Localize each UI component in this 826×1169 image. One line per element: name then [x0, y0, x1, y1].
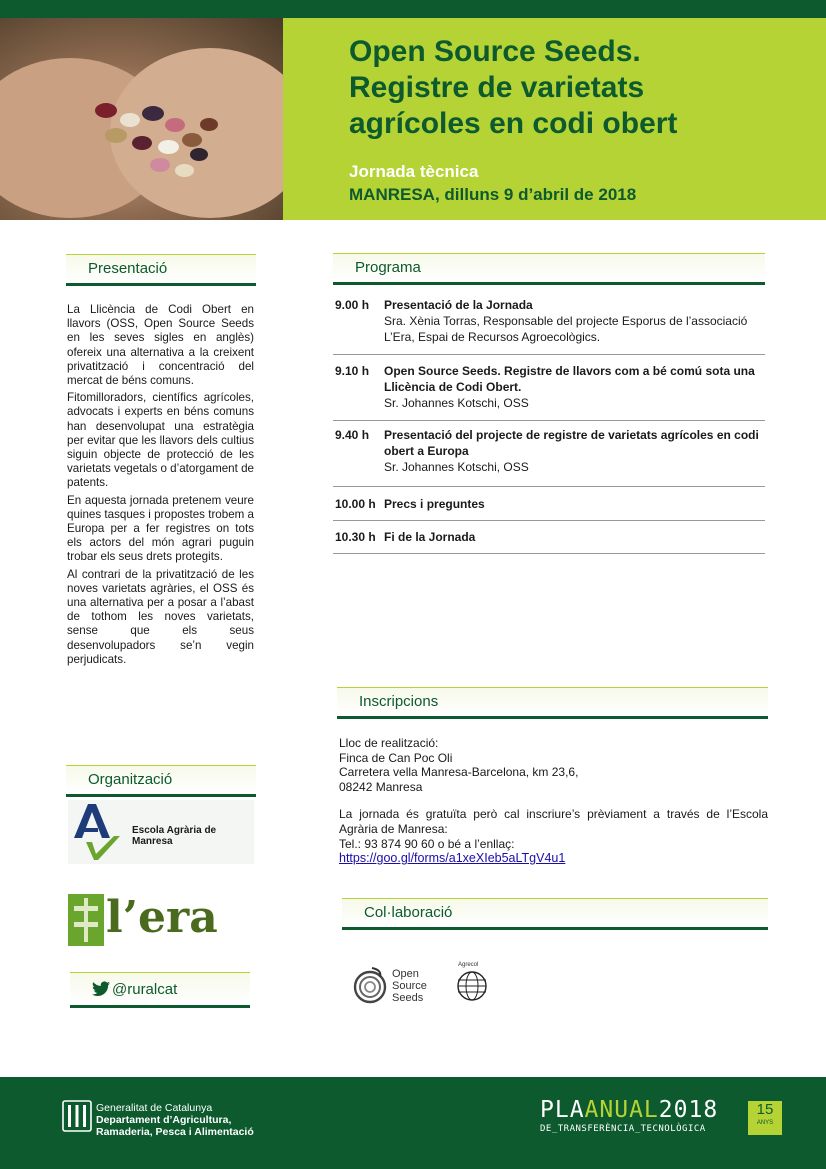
programa-speaker: Sra. Xènia Torras, Responsable del projecte Esporus de l’associació L’Era, Espai de Recursos Agroecològics.	[384, 314, 748, 344]
title-line: Registre de varietats	[349, 71, 645, 104]
open-source-seeds-logo	[352, 962, 442, 1008]
inscripcions-heading	[337, 687, 768, 719]
agrecol-globe-icon	[455, 969, 489, 1007]
generalitat-line: Generalitat de Catalunya	[96, 1102, 213, 1114]
location-label: Lloc de realització:	[339, 736, 439, 750]
lera-wheat-mark-icon	[68, 894, 104, 946]
programa-title: Open Source Seeds. Registre de llavors com a bé comú sota una Llicència de Codi Obert.	[384, 364, 755, 394]
programa-title: Presentació del projecte de registre de varietats agrícoles en codi obert a Europa	[384, 428, 759, 458]
title-line: agrícoles en codi obert	[349, 107, 678, 140]
pla-word: PLA	[540, 1097, 585, 1123]
hero-photo-seeds-in-hands	[0, 18, 283, 220]
oss-wordmark-line: Seeds	[392, 992, 424, 1004]
bean	[190, 148, 208, 161]
collaboracio-heading-label: Col·laboració	[364, 904, 453, 921]
bean	[105, 128, 127, 143]
generalitat-text	[96, 1102, 254, 1138]
page-title	[349, 34, 809, 142]
registration-phone: Tel.: 93 874 90 60 o bé a l’enllaç:	[339, 836, 515, 851]
bean	[175, 164, 194, 177]
programa-heading-label: Programa	[355, 259, 421, 276]
twitter-bird-icon	[92, 981, 110, 997]
programa-row	[333, 529, 765, 554]
programa-row	[333, 496, 765, 521]
badge-label: ANYS	[756, 1120, 774, 1126]
pla-year: 2018	[658, 1097, 719, 1123]
event-type: Jornada tècnica	[349, 162, 479, 181]
inscripcions-text	[339, 736, 768, 866]
presentacio-heading	[66, 254, 256, 286]
twitter-box[interactable]	[70, 972, 250, 1008]
programa-time: 9.40 h	[335, 428, 370, 442]
lera-wordmark: l’era	[106, 892, 218, 943]
programa-time: 9.00 h	[335, 298, 370, 312]
location-line: Carretera vella Manresa-Barcelona, km 23,6,	[339, 765, 579, 780]
pla-anual-logo	[540, 1097, 718, 1135]
location-line: 08242 Manresa	[339, 779, 423, 794]
top-strip	[0, 0, 826, 18]
agrecol-logo	[455, 962, 491, 1008]
presentacio-heading-label: Presentació	[88, 260, 168, 277]
presentacio-paragraph: En aquesta jornada pretenem veure quines tasques i propostes trobem a Europa per a fer registres on tots els actors del món agrari puguin trobar els seus drets protegits.	[67, 493, 254, 564]
escola-agraria-mark-icon	[68, 800, 128, 864]
presentacio-paragraph: La Llicència de Codi Obert en llavors (OSS, Open Source Seeds en les seves sigles en anglès) ofereix una alternativa a la creixent privatització i concentració del mercat de béns comuns.	[67, 303, 254, 388]
event-date: MANRESA, dilluns 9 d’abril de 2018	[349, 185, 637, 204]
programa-heading	[333, 253, 765, 285]
oss-wordmark-line: Open	[392, 968, 419, 980]
bean	[165, 118, 185, 132]
programa-speaker: Sr. Johannes Kotschi, OSS	[384, 396, 529, 410]
organitzacio-heading-label: Organització	[88, 771, 173, 788]
badge-number: 15	[756, 1101, 774, 1118]
programa-title: Precs i preguntes	[384, 497, 485, 511]
presentacio-paragraph: Fitomilloradors, científics agrícoles, advocats i experts en béns comuns han desenvolupat una estratègia per evitar que les llavors dels cultius siguin objecte de protecció de les varietats vegetals o d’atorgament de patents.	[67, 391, 254, 490]
oss-wordmark-line: Source	[392, 980, 427, 992]
agrecol-name: Agrecol	[458, 962, 479, 968]
collaboracio-heading	[342, 898, 768, 930]
registration-link[interactable]: https://goo.gl/forms/a1xeXIeb5aLTgV4u1	[339, 851, 566, 866]
bean	[142, 106, 164, 121]
programa-title: Presentació de la Jornada	[384, 298, 533, 312]
organitzacio-heading	[66, 765, 256, 797]
escola-agraria-logo	[68, 800, 254, 864]
bean	[150, 158, 170, 172]
presentacio-paragraph: Al contrari de la privatització de les noves varietats agràries, el OSS és una alternativa per a posar a l’abast de tothom les noves varietats, sense que els seus desenvolupadors se’n vegin perjudicats.	[67, 567, 254, 666]
escola-agraria-name: Escola Agrària de Manresa	[132, 825, 217, 847]
pla-subtitle: DE_TRANSFERÈNCIA_TECNOLÒGICA	[540, 1124, 706, 1134]
generalitat-line: Ramaderia, Pesca i Alimentació	[96, 1126, 254, 1138]
bean	[200, 118, 218, 131]
bean	[132, 136, 152, 150]
programa-speaker: Sr. Johannes Kotschi, OSS	[384, 460, 529, 474]
generalitat-emblem-icon	[62, 1100, 92, 1132]
oss-swirl-icon	[352, 965, 388, 1005]
inscripcions-heading-label: Inscripcions	[359, 693, 439, 710]
bean	[158, 140, 179, 154]
programa-time: 10.30 h	[335, 530, 376, 544]
anual-word: ANUAL	[584, 1097, 659, 1123]
lera-logo	[66, 890, 226, 950]
bean	[182, 133, 202, 147]
programa-title: Fi de la Jornada	[384, 530, 476, 544]
anniversary-badge	[748, 1101, 782, 1135]
programa-time: 9.10 h	[335, 364, 370, 378]
bean	[120, 113, 140, 127]
twitter-handle[interactable]: @ruralcat	[112, 981, 178, 998]
generalitat-line: Departament d’Agricultura,	[96, 1114, 232, 1126]
title-line: Open Source Seeds.	[349, 35, 641, 68]
oss-wordmark	[392, 968, 427, 1004]
programa-time: 10.00 h	[335, 497, 376, 511]
programa-row	[333, 363, 765, 421]
programa-row	[333, 427, 765, 487]
registration-info: La jornada és gratuïta però cal inscriure’s prèviament a través de l’Escola Agrària de Manresa:	[339, 807, 768, 836]
programa-row	[333, 297, 765, 355]
presentacio-text	[67, 303, 254, 670]
location-line: Finca de Can Poc Oli	[339, 750, 453, 765]
bean	[95, 103, 117, 118]
